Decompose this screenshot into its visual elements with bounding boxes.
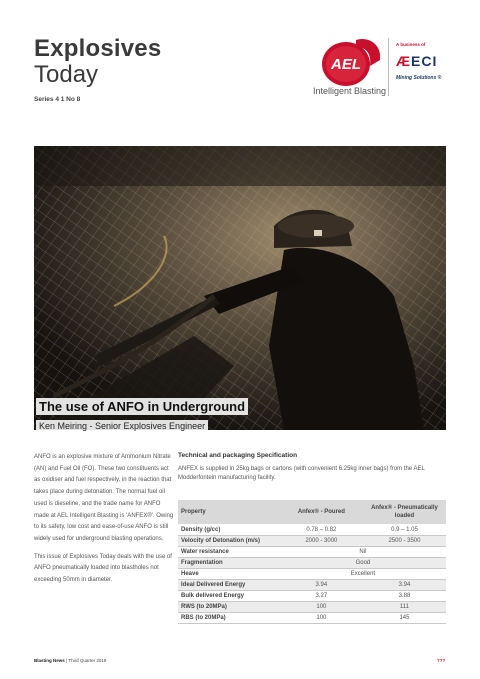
aeci-ae-glyph: Æ [396,53,411,69]
cell-poured: 3.27 [280,591,363,602]
article-author: Ken Meiring - Senior Explosives Engineer [36,420,208,432]
hero-caption [36,398,248,434]
cell-poured: 3.94 [280,580,363,591]
series-number: Series 4 1 No 8 [34,96,81,103]
aeci-wordmark [396,53,466,69]
table-row [178,580,446,591]
row-label: Heave [178,569,280,580]
row-label: RWS (to 20MPa) [178,602,280,613]
cell-poured: 100 [280,602,363,613]
cell-poured: 2000 - 3000 [280,536,363,547]
cell-pneumatic: 3.88 [363,591,446,602]
row-label: Ideal Delivered Energy [178,580,280,591]
cell-merged: Good [280,558,446,569]
col-header-pneumatic: Anfex® - Pneumatically loaded [363,500,446,525]
aeci-small-text: A business of [396,42,426,47]
table-row [178,525,446,536]
row-label: Water resistance [178,547,280,558]
properties-table [178,500,446,624]
table-row [178,569,446,580]
footer-issue: | Third Quarter 2018 [64,658,107,663]
table-row [178,591,446,602]
table-row [178,558,446,569]
masthead [34,36,161,103]
cell-pneumatic: 3.94 [363,580,446,591]
table-row [178,536,446,547]
intro-paragraph-1: ANFO is an explosive mixture of Ammonium Nitrate (AN) and Fuel Oil (FO). These two constituents act as oxidiser and fuel respectively, in the reaction that takes place during detonation. The normal fuel oil used is dieseline, and the trade name for ANFO made at AEL Intelligent Blasting is 'ANFEX®'. Owing to its safety, low cost and ease-of-use ANFO is still widely used for underground blasting operations. [34,454,174,542]
article-title: The use of ANFO in Underground [36,398,248,415]
ael-mark: AEL [331,56,361,73]
footer-publication-name: Blasting News [34,658,65,663]
cell-merged: Excellent [280,569,446,580]
cell-pneumatic: 0.9 – 1.05 [363,525,446,536]
packaging-body: ANFEX is supplied in 25kg bags or cartons (with convenient 6.25kg inner bags) from the AEL Modderfontein manufacturing facility. [178,466,425,481]
ael-tagline: Intelligent Blasting [313,86,387,96]
col-header-property: Property [178,500,280,525]
cell-pneumatic: 111 [363,602,446,613]
cell-poured: 100 [280,613,363,624]
footer-publication [34,658,106,663]
table-row [178,547,446,558]
packaging-heading: Technical and packaging Specification [178,452,298,459]
table-row [178,613,446,624]
footer-page-number: ??? [437,658,446,663]
logo-divider [388,38,389,96]
intro-paragraph-2: This issue of Explosives Today deals with the use of ANFO pneumatically loaded into blastholes not exceeding 50mm in diameter. [34,553,172,584]
aeci-logo [396,42,466,81]
row-label: Bulk delivered Energy [178,591,280,602]
table-header-row [178,500,446,525]
aeci-wordmark-rest: ECI [411,53,438,69]
cell-merged: Nil [280,547,446,558]
col-header-poured: Anfex® - Poured [280,500,363,525]
masthead-subtitle: Today [34,61,99,88]
row-label: Density (g/cc) [178,525,280,536]
cell-pneumatic: 2500 - 3500 [363,536,446,547]
table-row [178,602,446,613]
row-label: RBS (to 20MPa) [178,613,280,624]
cell-pneumatic: 145 [363,613,446,624]
masthead-title: Explosives [34,35,162,62]
hero-photo [34,146,446,430]
intro-column [34,452,174,593]
packaging-section [178,452,446,483]
underground-miner-drilling-image [34,146,446,430]
cell-poured: 0.78 – 0.82 [280,525,363,536]
row-label: Velocity of Detonation (m/s) [178,536,280,547]
row-label: Fragmentation [178,558,280,569]
aeci-mining-solutions: Mining Solutions ® [396,75,442,81]
